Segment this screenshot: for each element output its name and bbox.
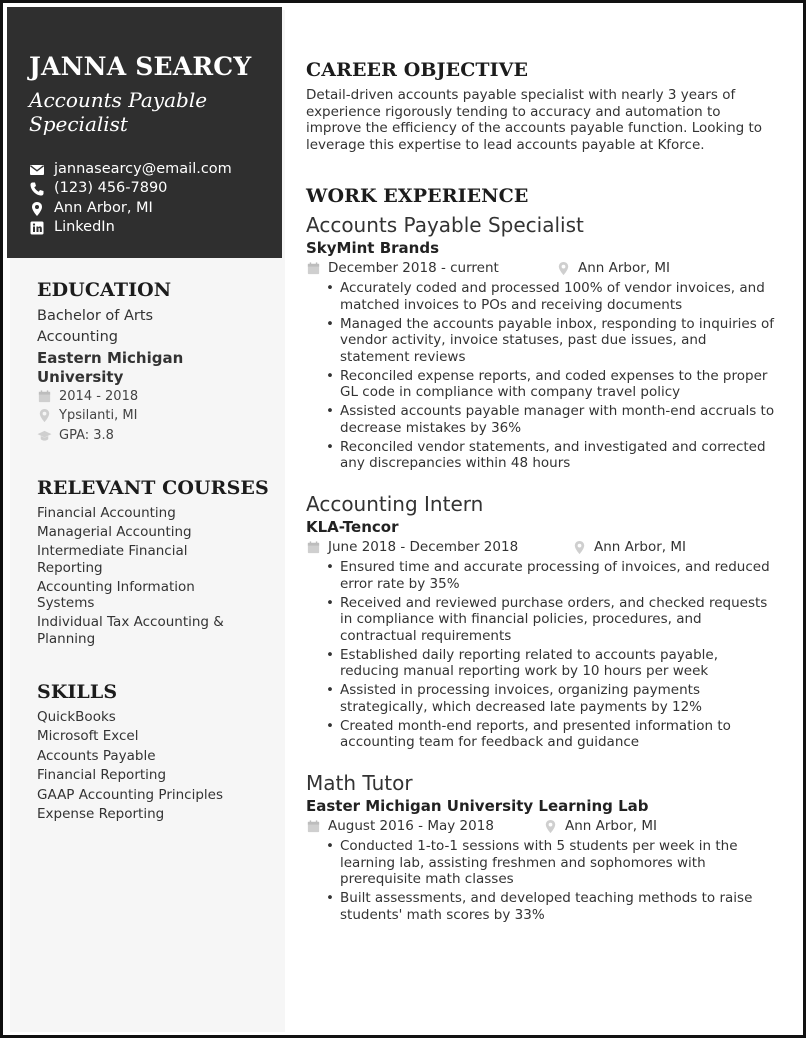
job-meta [306, 538, 686, 556]
bullet-item: • Reconciled expense reports, and coded expenses to the proper GL code in compliance with company travel policy [340, 368, 780, 401]
phone-text: (123) 456-7890 [54, 180, 168, 196]
skills-list [37, 709, 267, 825]
job-title: Accounts Payable Specialist [306, 213, 584, 237]
education-location-text: Ypsilanti, MI [59, 408, 138, 423]
bullet-item: • Reconciled vendor statements, and investigated and corrected any discrepancies within 48 hours [340, 439, 780, 472]
job-location-text: Ann Arbor, MI [565, 818, 658, 834]
envelope-icon [29, 162, 45, 178]
skill-item: Financial Reporting [37, 767, 167, 784]
job-location [543, 817, 657, 835]
job-location [556, 259, 670, 277]
education-field: Accounting [37, 329, 118, 345]
calendar-icon [306, 819, 321, 834]
bullet-item: • Ensured time and accurate processing of invoices, and reduced error rate by 35% [340, 559, 780, 592]
courses-list [37, 505, 252, 650]
phone-icon [29, 181, 45, 197]
linkedin-text: LinkedIn [54, 219, 115, 235]
email-text: jannasearcy@email.com [54, 161, 232, 177]
job-title: Math Tutor [306, 771, 413, 795]
bullet-item: • Created month-end reports, and presented information to accounting team for feedback and guidance [340, 718, 780, 751]
experience-heading: WORK EXPERIENCE [306, 185, 529, 207]
job-title: Accounting Intern [306, 492, 484, 516]
job-dates: December 2018 - current [328, 260, 499, 276]
job-meta [306, 259, 670, 277]
bullet-item: • Established daily reporting related to accounts payable, reducing manual reporting work by 10 hours per week [340, 647, 780, 680]
job-bullets [340, 559, 780, 753]
education-degree: Bachelor of Arts [37, 308, 154, 324]
contact-phone[interactable] [29, 179, 167, 198]
skill-item: Expense Reporting [37, 805, 165, 822]
bullet-item: • Received and reviewed purchase orders, and checked requests in compliance with financial policies, procedures, and contractual requirements [340, 595, 780, 645]
graduation-cap-icon [37, 428, 52, 443]
education-gpa [37, 426, 114, 445]
objective-heading: CAREER OBJECTIVE [306, 59, 529, 81]
location-pin-icon [572, 540, 587, 555]
linkedin-icon [29, 220, 45, 236]
calendar-icon [37, 389, 52, 404]
job-location [572, 538, 686, 556]
education-heading: EDUCATION [37, 279, 172, 301]
skills-heading: SKILLS [37, 681, 118, 703]
location-pin-icon [543, 819, 558, 834]
courses-heading: RELEVANT COURSES [37, 477, 269, 499]
job-dates: June 2018 - December 2018 [328, 539, 519, 555]
job-location-text: Ann Arbor, MI [594, 539, 687, 555]
bullet-item: • Built assessments, and developed teaching methods to raise students' math scores by 33% [340, 890, 780, 923]
skill-item: Accounts Payable [37, 747, 156, 764]
bullet-item: • Assisted accounts payable manager with month-end accruals to decrease mistakes by 36% [340, 403, 780, 436]
job-company: SkyMint Brands [306, 239, 439, 257]
education-location [37, 406, 137, 425]
education-gpa-text: GPA: 3.8 [59, 428, 114, 443]
contact-linkedin[interactable] [29, 218, 115, 237]
location-pin-icon [556, 261, 571, 276]
education-dates-text: 2014 - 2018 [59, 389, 139, 404]
skill-item: Microsoft Excel [37, 728, 139, 745]
calendar-icon [306, 261, 321, 276]
contact-email[interactable] [29, 160, 232, 179]
location-pin-icon [29, 201, 45, 217]
job-bullets [340, 838, 780, 926]
course-item: Financial Accounting [37, 505, 176, 521]
candidate-title: Accounts Payable Specialist [29, 88, 208, 136]
job-company: KLA-Tencor [306, 518, 399, 536]
job-location-text: Ann Arbor, MI [578, 260, 671, 276]
contact-location [29, 199, 153, 218]
job-dates: August 2016 - May 2018 [328, 818, 494, 834]
education-school: Eastern Michigan University [37, 349, 184, 386]
job-company: Easter Michigan University Learning Lab [306, 797, 649, 815]
calendar-icon [306, 540, 321, 555]
course-item: Accounting Information Systems [37, 578, 195, 611]
location-pin-icon [37, 408, 52, 423]
objective-text: Detail-driven accounts payable specialist with nearly 3 years of experience rigorously tending to accuracy and automation to improve the efficiency of the accounts payable function. Looking to leverage this expertise to lead accounts payable at Kforce. [306, 87, 763, 153]
bullet-item: • Assisted in processing invoices, organizing payments strategically, which decreased late payments by 12% [340, 682, 780, 715]
course-item: Intermediate Financial Reporting [37, 543, 188, 576]
bullet-item: • Conducted 1-to-1 sessions with 5 students per week in the learning lab, assisting freshmen and sophomores with prerequisite math classes [340, 838, 780, 888]
job-meta [306, 817, 657, 835]
location-text: Ann Arbor, MI [54, 200, 153, 216]
education-dates [37, 387, 138, 406]
bullet-item: • Accurately coded and processed 100% of vendor invoices, and matched invoices to POs and receiving documents [340, 280, 780, 313]
skill-item: GAAP Accounting Principles [37, 786, 224, 803]
skill-item: QuickBooks [37, 709, 116, 725]
course-item: Individual Tax Accounting & Planning [37, 614, 224, 647]
job-bullets [340, 280, 780, 474]
bullet-item: • Managed the accounts payable inbox, responding to inquiries of vendor activity, invoice statuses, past due issues, and statement reviews [340, 316, 780, 366]
candidate-name: JANNA SEARCY [29, 52, 252, 81]
course-item: Managerial Accounting [37, 524, 192, 540]
